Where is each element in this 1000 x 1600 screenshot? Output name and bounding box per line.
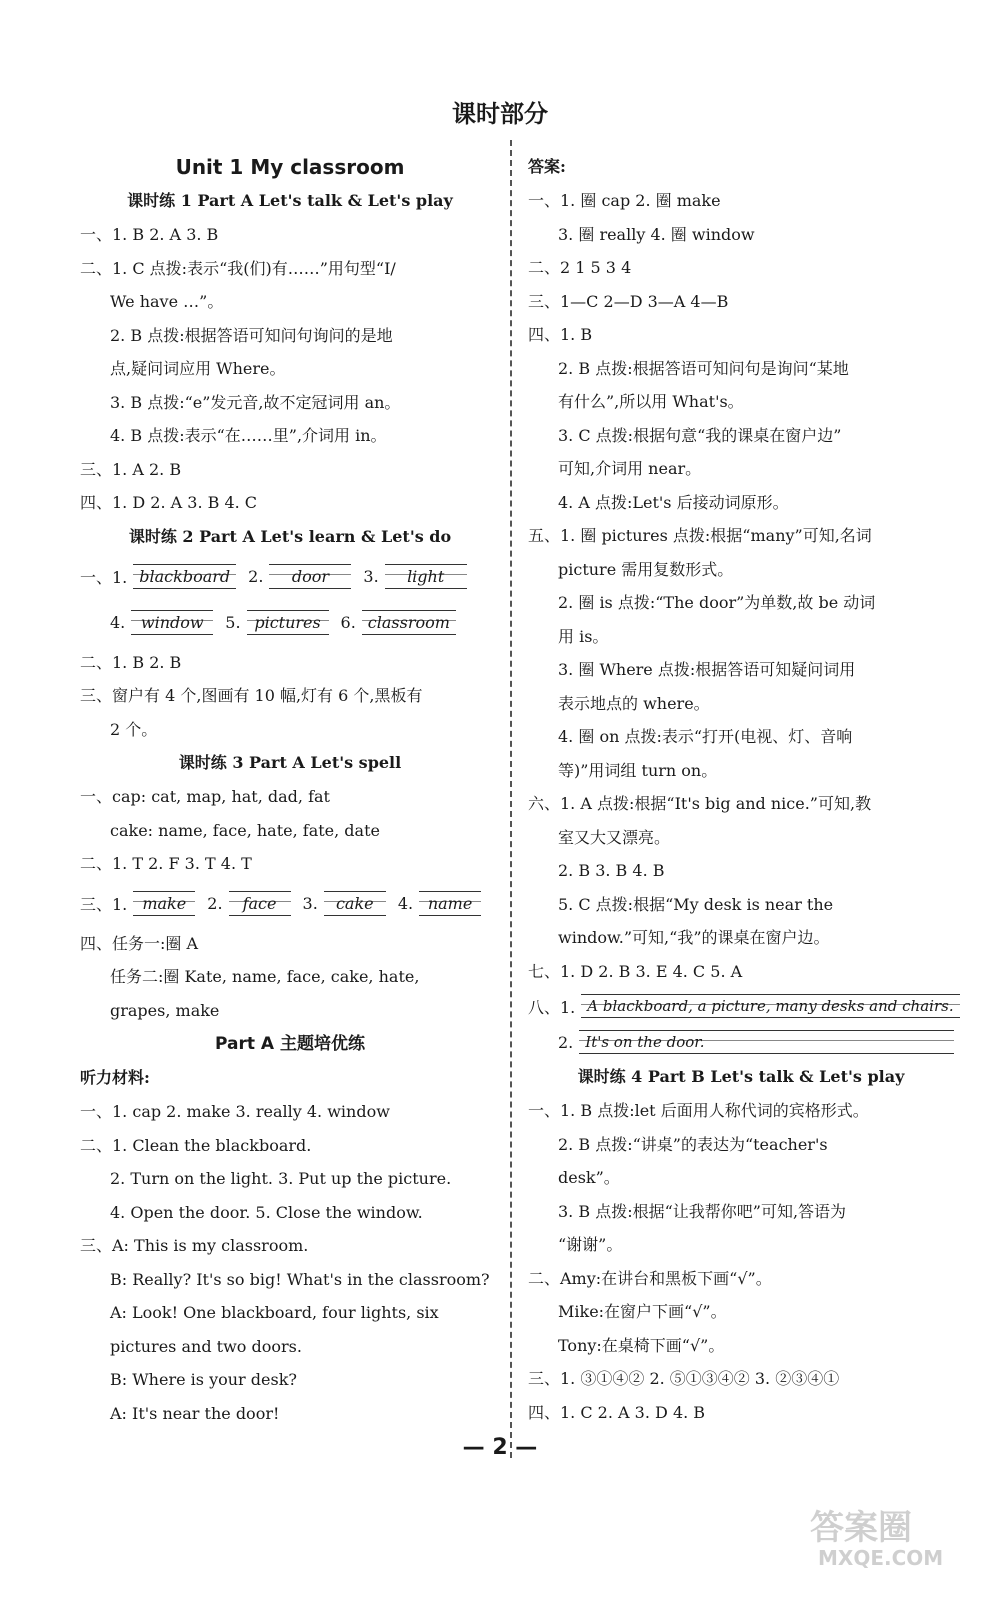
listening-line: B: Where is your desk? [110,1370,297,1389]
item-number: 3. [302,894,318,913]
answer-line: 二、1. T 2. F 3. T 4. T [80,854,252,873]
item-number: 2. [248,567,264,586]
listening-line: A: It's near the door! [110,1403,280,1423]
answer-line: 二、Amy:在讲台和黑板下画“√”。 [528,1268,772,1288]
section-title-lesson2: 课时练 2 Part A Let's learn & Let's do [128,526,452,546]
answer-line: 点,疑问词应用 Where。 [110,359,286,378]
answer-line: 三、1. ③①④② 2. ⑤①③④② 3. ②③④① [528,1369,840,1388]
page-number: — 2 — [462,1435,538,1460]
answer-line: 三、1. A 2. B [80,459,182,479]
answer-line: 一、1. B 2. A 3. B [80,225,219,244]
answer-line: cake: name, face, hate, fate, date [110,820,380,840]
answer-line: 任务二:圈 Kate, name, face, cake, hate, [110,967,420,986]
answer-line: 5. C 点拨:根据“My desk is near the [558,894,834,914]
answer-line: 二、1. B 2. B [80,652,182,672]
handwriting-row [80,881,500,927]
answer-line: 可知,介词用 near。 [558,459,702,478]
handwritten-answer: name [419,891,481,916]
answer-line: Mike:在窗户下画“√”。 [558,1302,727,1321]
handwritten-answer: face [229,891,291,916]
handwritten-answer: window [131,610,213,635]
answer-line: 4. B 点拨:表示“在……里”,介词用 in。 [110,426,387,445]
item-number: 八、1. [528,997,576,1017]
answer-line: 四、1. B [528,325,593,344]
right-column [528,150,954,1429]
answer-line: 等)”用词组 turn on。 [558,760,718,780]
section-title-theme: Part A 主题培优练 [215,1034,365,1054]
answer-line: grapes, make [110,1000,220,1020]
answer-line: 二、1. C 点拨:表示“我(们)有……”用句型“I/ [80,258,396,278]
watermark-logo [800,1500,970,1580]
answer-line: 室又大又漂亮。 [558,827,671,847]
answer-line: “谢谢”。 [558,1235,623,1254]
section-title-lesson1: 课时练 1 Part A Let's talk & Let's play [127,191,453,210]
answer-line: 二、2 1 5 3 4 [528,258,632,277]
answer-line: 有什么”,所以用 What's。 [558,392,744,411]
item-number: 一、1. [80,568,128,587]
item-number: 2. [558,1032,574,1052]
answer-line: We have …”。 [110,292,224,311]
answer-line: 4. A 点拨:Let's 后接动词原形。 [558,492,789,512]
listening-title: 听力材料: [80,1068,150,1087]
column-divider [510,140,512,1458]
handwriting-row [80,554,500,600]
answer-line: 六、1. A 点拨:根据“It's big and nice.”可知,教 [528,794,872,813]
listening-line: B: Really? It's so big! What's in the classroom? [110,1269,490,1289]
answer-line: 五、1. 圈 pictures 点拨:根据“many”可知,名词 [528,526,872,545]
unit-title: Unit 1 My classroom [175,155,405,179]
answer-line: 四、任务一:圈 A [80,933,199,953]
answer-line: 2 个。 [110,719,158,739]
page-title: 课时部分 [452,100,548,128]
answer-line: 4. 圈 on 点拨:表示“打开(电视、灯、音响 [558,727,853,746]
answer-line: 2. 圈 is 点拨:“The door”为单数,故 be 动词 [558,593,876,612]
item-number: 三、1. [80,895,128,914]
answer-line: 三、1—C 2—D 3—A 4—B [528,291,729,311]
answers-title: 答案: [528,157,566,176]
answer-line: Tony:在桌椅下画“√”。 [558,1335,725,1355]
handwritten-answer: light [385,564,467,589]
listening-line: 一、1. cap 2. make 3. really 4. window [80,1102,390,1121]
watermark-text: 答案圈 [810,1508,912,1548]
handwritten-answer: cake [324,891,386,916]
answer-line: 3. B 点拨:根据“让我帮你吧”可知,答语为 [558,1201,847,1221]
answer-line: 2. B 点拨:根据答语可知问句询问的是地 [110,325,393,345]
answer-line: 一、1. B 点拨:let 后面用人称代词的宾格形式。 [528,1101,869,1120]
listening-line: 2. Turn on the light. 3. Put up the picture. [110,1169,452,1188]
listening-line: 4. Open the door. 5. Close the window. [110,1202,423,1222]
handwritten-sentence: A blackboard, a picture, many desks and chairs. [581,994,959,1018]
handwriting-row [80,600,500,646]
answer-line: 表示地点的 where。 [558,693,710,713]
handwriting-row [528,1024,954,1060]
answer-line: 三、窗户有 4 个,图画有 10 幅,灯有 6 个,黑板有 [80,686,423,705]
answer-line: 3. B 点拨:“e”发元音,故不定冠词用 an。 [110,392,401,412]
answer-line: window.”可知,“我”的课桌在窗户边。 [558,928,830,947]
listening-line: 三、A: This is my classroom. [80,1236,309,1255]
answer-line: 3. 圈 Where 点拨:根据答语可知疑问词用 [558,660,856,679]
answer-line: 一、1. 圈 cap 2. 圈 make [528,191,721,210]
item-number: 4. [397,894,414,913]
handwritten-answer: pictures [247,610,329,635]
item-number: 2. [207,894,223,913]
handwriting-row [528,988,954,1024]
listening-line: pictures and two doors. [110,1336,302,1356]
answer-line: 一、cap: cat, map, hat, dad, fat [80,787,330,806]
watermark-url: MXQE.COM [818,1546,944,1570]
answer-line: 2. B 点拨:“讲桌”的表达为“teacher's [558,1134,828,1154]
listening-line: A: Look! One blackboard, four lights, six [110,1303,439,1322]
answer-line: 四、1. C 2. A 3. D 4. B [528,1402,706,1422]
handwritten-answer: classroom [362,610,456,635]
listening-line: 二、1. Clean the blackboard. [80,1135,312,1155]
answer-line: 3. C 点拨:根据句意“我的课桌在窗户边” [558,425,842,445]
handwritten-answer: make [133,891,195,916]
section-title-lesson3: 课时练 3 Part A Let's spell [178,753,402,772]
item-number: 6. [340,613,356,632]
answer-line: 3. 圈 really 4. 圈 window [558,224,755,244]
item-number: 3. [363,567,379,586]
answer-line: 四、1. D 2. A 3. B 4. C [80,493,258,512]
handwritten-answer: door [269,564,351,589]
answer-line: 2. B 3. B 4. B [558,861,665,880]
item-number: 4. [110,613,126,632]
answer-line: 用 is。 [558,626,609,646]
answer-line: 2. B 点拨:根据答语可知问句是询问“某地 [558,358,849,378]
answer-line: 七、1. D 2. B 3. E 4. C 5. A [528,961,743,981]
handwritten-answer: blackboard [133,564,236,589]
answer-line: desk”。 [558,1168,620,1187]
left-column [80,150,500,1430]
section-title-lesson4: 课时练 4 Part B Let's talk & Let's play [577,1067,905,1086]
answer-line: picture 需用复数形式。 [558,559,734,579]
item-number: 5. [225,613,241,632]
handwritten-sentence: It's on the door. [579,1030,954,1054]
